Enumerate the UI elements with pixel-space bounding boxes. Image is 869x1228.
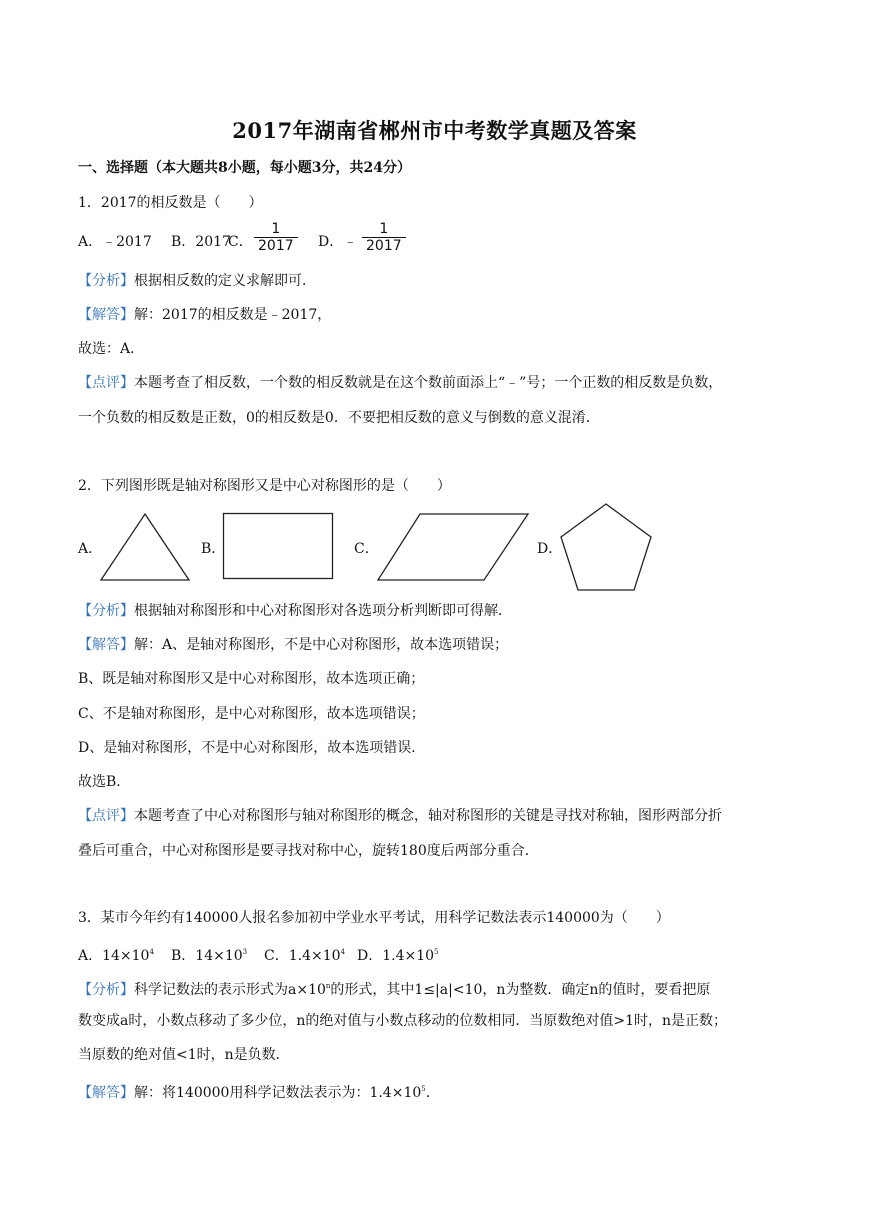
q1-option-c-fraction <box>254 221 298 254</box>
q3-option-d <box>357 942 439 966</box>
q3-option-a <box>78 942 154 966</box>
parallelogram-figure <box>376 512 530 582</box>
option-text: C．1.4×10 <box>264 948 341 964</box>
answer-exponent: 5 <box>421 1085 426 1093</box>
q3-options <box>78 942 498 964</box>
analysis-tag: 【分析】 <box>78 603 134 619</box>
q2-stem: 2．下列图形既是轴对称图形又是中心对称图形的是（ ） <box>78 478 451 494</box>
q1-stem: 1．2017的相反数是（ ） <box>78 195 263 211</box>
option-text: A．14×10 <box>78 948 150 964</box>
fraction-denominator: 2017 <box>258 238 294 254</box>
option-text: D．1.4×10 <box>357 948 435 964</box>
rectangle-figure <box>222 512 334 580</box>
q1-answer <box>78 305 331 325</box>
q3-answer <box>78 1079 440 1103</box>
comment-tag: 【点评】 <box>78 375 134 391</box>
q2-analysis <box>78 601 512 621</box>
q1-comment-line1 <box>78 373 722 393</box>
q1-option-a: A．﹣2017 <box>78 234 152 250</box>
fraction-denominator: 2017 <box>366 238 402 254</box>
answer-text: 解：A、是轴对称图形，不是中心对称图形，故本选项错误； <box>134 637 509 653</box>
q1-option-d-fraction <box>362 221 406 254</box>
q3-analysis-line1 <box>78 976 710 1000</box>
comment-text: 本题考查了中心对称图形与轴对称图形的概念，轴对称图形的关键是寻找对称轴，图形两部分折 <box>134 808 722 824</box>
q3-analysis-line2: 数变成a时，小数点移动了多少位，n的绝对值与小数点移动的位数相同．当原数绝对值>1时，n是正数； <box>78 1013 728 1029</box>
q2-choice: 故选B． <box>78 774 131 790</box>
q1-option-c-label: C． <box>228 234 253 250</box>
analysis-tag: 【分析】 <box>78 273 134 289</box>
q2-option-b: B． <box>201 541 226 557</box>
q1-analysis <box>78 271 316 291</box>
q1-option-b: B．2017 <box>171 234 231 250</box>
option-exponent: 5 <box>434 948 439 956</box>
analysis-text-cont: 的形式，其中1≤|a|<10，n为整数．确定n的值时，要看把原 <box>330 982 711 998</box>
analysis-text: 根据相反数的定义求解即可． <box>134 273 316 289</box>
analysis-text: 根据轴对称图形和中心对称图形对各选项分析判断即可得解． <box>134 603 512 619</box>
answer-tag: 【解答】 <box>78 637 134 653</box>
q1-choice: 故选：A． <box>78 341 145 357</box>
analysis-tag: 【分析】 <box>78 982 134 998</box>
q1-option-d-label: D．﹣ <box>318 234 358 250</box>
comment-text: 本题考查了相反数，一个数的相反数就是在这个数前面添上“﹣”号；一个正数的相反数是负数， <box>134 375 723 391</box>
q3-analysis-line3: 当原数的绝对值<1时，n是负数． <box>78 1047 290 1063</box>
q2-answer-line2: B、既是轴对称图形又是中心对称图形，故本选项正确； <box>78 671 425 687</box>
answer-tag: 【解答】 <box>78 307 134 323</box>
analysis-text: 科学记数法的表示形式为a×10 <box>134 982 326 998</box>
q2-comment-line1 <box>78 806 722 826</box>
q2-option-a: A． <box>78 541 103 557</box>
q1-comment-line2: 一个负数的相反数是正数，0的相反数是0．不要把相反数的意义与倒数的意义混淆． <box>78 410 600 426</box>
answer-text-end: ． <box>425 1085 440 1101</box>
page-title: 2017年湖南省郴州市中考数学真题及答案 <box>232 118 637 143</box>
pentagon-figure <box>558 502 654 592</box>
q3-option-c <box>264 942 345 966</box>
option-exponent: 4 <box>340 948 345 956</box>
triangle-figure <box>99 512 191 582</box>
section-heading: 一、选择题（本大题共8小题，每小题3分，共24分） <box>78 160 411 176</box>
analysis-exponent: n <box>325 982 331 990</box>
q2-answer-line1 <box>78 635 508 655</box>
fraction-numerator: 1 <box>362 221 406 238</box>
option-text: B．14×10 <box>171 948 243 964</box>
answer-tag: 【解答】 <box>78 1085 134 1101</box>
q3-stem: 3．某市今年约有140000人报名参加初中学业水平考试，用科学记数法表示140000为（ ） <box>78 910 670 926</box>
answer-text: 解：2017的相反数是﹣2017， <box>134 307 332 323</box>
option-exponent: 3 <box>242 948 248 956</box>
answer-text: 解：将140000用科学记数法表示为：1.4×10 <box>134 1085 422 1101</box>
q2-option-d: D． <box>537 541 563 557</box>
q2-comment-line2: 叠后可重合，中心对称图形是要寻找对称中心，旋转180度后两部分重合． <box>78 843 539 859</box>
q2-answer-line3: C、不是轴对称图形，是中心对称图形，故本选项错误； <box>78 706 425 722</box>
option-exponent: 4 <box>149 948 154 956</box>
q2-answer-line4: D、是轴对称图形，不是中心对称图形，故本选项错误． <box>78 740 426 756</box>
comment-tag: 【点评】 <box>78 808 134 824</box>
fraction-numerator: 1 <box>254 221 298 238</box>
q2-option-c: C． <box>354 541 379 557</box>
q3-option-b <box>171 942 247 966</box>
